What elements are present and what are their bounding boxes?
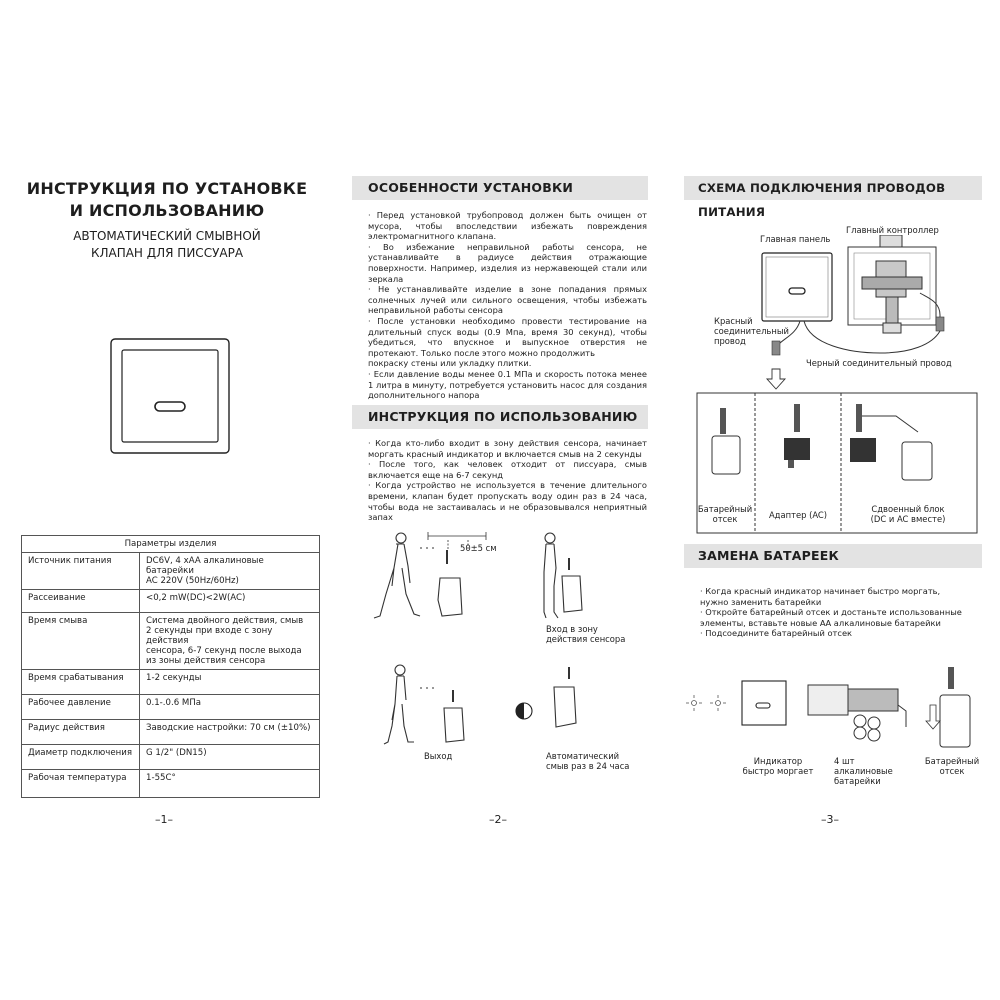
param-value: G 1/2" (DN15) — [140, 745, 320, 770]
label-main-panel: Главная панель — [760, 234, 831, 244]
box-label-battery: Батарейный отсек — [697, 504, 753, 524]
battery-replacement-diagram — [684, 665, 974, 757]
battery-bullet: · Когда красный индикатор начинает быстро моргать, нужно заменить батарейки — [700, 586, 941, 607]
param-value: 1-2 секунды — [140, 670, 320, 695]
caption-enter-zone: Вход в зону действия сенсора — [546, 624, 626, 644]
parameters-table-header: Параметры изделия — [22, 536, 320, 553]
param-label: Время смыва — [22, 613, 140, 670]
battery-bullet: · Откройте батарейный отсек и достаньте использованные элементы, вставьте новые АА алкалиновые батарейки — [700, 607, 962, 628]
param-label: Время срабатывания — [22, 670, 140, 695]
param-label: Радиус действия — [22, 720, 140, 745]
install-bullet: · Не устанавливайте изделие в зоне попадания прямых солнечных лучей или сильного освещения, чтобы избежать неправильной работы сенсора — [368, 284, 647, 316]
param-value: 1-55C° — [140, 770, 320, 798]
install-section-title: ОСОБЕННОСТИ УСТАНОВКИ — [352, 176, 648, 200]
install-bullets — [368, 210, 647, 401]
parameters-table — [21, 535, 320, 798]
install-bullet: · Перед установкой трубопровод должен быть очищен от мусора, чтобы впоследствии избежать повреждения электромагнитного клапана. — [368, 210, 647, 242]
page-number: –2– — [489, 813, 507, 826]
auto-flush-diagram — [514, 663, 586, 743]
param-value: Система двойного действия, смыв 2 секунды при входе с зону действия сенсора, 6-7 секунд после выхода из зоны действия сенсора — [140, 613, 320, 670]
usage-bullets — [368, 438, 647, 523]
param-value: 0.1-.0.6 МПа — [140, 695, 320, 720]
usage-bullet: · Когда устройство не используется в течение длительного времени, клапан будет пропускать воду один раз в 24 часа, чтобы вода не застаивалась и не образовывался неприятный запах — [368, 480, 647, 523]
param-label: Диаметр подключения — [22, 745, 140, 770]
caption-battery-compartment: Батарейный отсек — [924, 756, 980, 776]
page1-title-line: ИНСТРУКЦИЯ ПО УСТАНОВКЕ — [26, 179, 308, 198]
usage-section-title: ИНСТРУКЦИЯ ПО ИСПОЛЬЗОВАНИЮ — [352, 405, 648, 429]
param-value: DC6V, 4 xAA алкалиновые батарейки AC 220V (50Hz/60Hz) — [140, 553, 320, 590]
page-number: –1– — [155, 813, 173, 826]
label-main-controller: Главный контроллер — [846, 225, 939, 235]
page1-subtitle — [0, 228, 334, 262]
install-bullet: · После установки необходимо провести тестирование на длительный спуск воды (0.9 Мпа, время 30 секунд), чтобы убедиться, что впускное и выпускное отверстия не протекают. Только после этого можно продолжить — [368, 315, 647, 358]
wiring-diagram — [700, 235, 960, 395]
battery-bullets — [700, 586, 970, 639]
battery-bullet: · Подсоедините батарейный отсек — [700, 628, 853, 639]
label-red-wire: Красный соединительный провод — [714, 316, 789, 346]
caption-auto-flush: Автоматический смыв раз в 24 часа — [546, 751, 630, 771]
param-value: Заводские настройки: 70 см (±10%) — [140, 720, 320, 745]
distance-label: 50±5 см — [460, 543, 497, 553]
box-label-dual: Сдвоенный блок (DC и AC вместе) — [870, 504, 946, 524]
param-label: Рабочее давление — [22, 695, 140, 720]
install-bullet: · Во избежание неправильной работы сенсора, не устанавливайте в радиусе действия отражающие поверхности. Например, изделия из нержавеющей стали или зеркала — [368, 241, 647, 284]
label-black-wire: Черный соединительный провод — [806, 358, 952, 368]
param-label: Источник питания — [22, 553, 140, 590]
enter-zone-diagram — [532, 528, 612, 623]
param-label: Рассеивание — [22, 590, 140, 613]
wiring-section-title: СХЕМА ПОДКЛЮЧЕНИЯ ПРОВОДОВ ПИТАНИЯ — [684, 176, 982, 200]
exit-diagram — [382, 660, 467, 750]
sensor-panel-illustration — [108, 336, 232, 456]
install-bullet: покраску стены или укладку плитки. — [368, 358, 532, 369]
page1-title-line: И ИСПОЛЬЗОВАНИЮ — [69, 201, 265, 220]
page1-subtitle-line: КЛАПАН ДЛЯ ПИССУАРА — [90, 246, 244, 260]
page1-title — [0, 178, 334, 222]
battery-section-title: ЗАМЕНА БАТАРЕЕК — [684, 544, 982, 568]
page1-subtitle-line: АВТОМАТИЧЕСКИЙ СМЫВНОЙ — [73, 229, 261, 243]
box-label-adapter: Адаптер (AC) — [768, 510, 828, 520]
param-value: <0,2 mW(DC)<2W(AC) — [140, 590, 320, 613]
caption-exit: Выход — [424, 751, 453, 761]
usage-bullet: · Когда кто-либо входит в зону действия сенсора, начинает моргать красный индикатор и включается смыв на 2 секунды — [368, 438, 647, 459]
install-bullet: · Если давление воды менее 0.1 МПа и скорость потока менее 1 литра в минуту, потребуется установить насос для создания дополнительного напора — [368, 368, 647, 401]
page-number: –3– — [821, 813, 839, 826]
caption-batteries: 4 шт алкалиновые батарейки — [834, 756, 893, 786]
usage-bullet: · После того, как человек отходит от писсуара, смыв включается еще на 6-7 секунд — [368, 459, 647, 480]
caption-indicator-blinks: Индикатор быстро моргает — [742, 756, 814, 776]
param-label: Рабочая температура — [22, 770, 140, 798]
